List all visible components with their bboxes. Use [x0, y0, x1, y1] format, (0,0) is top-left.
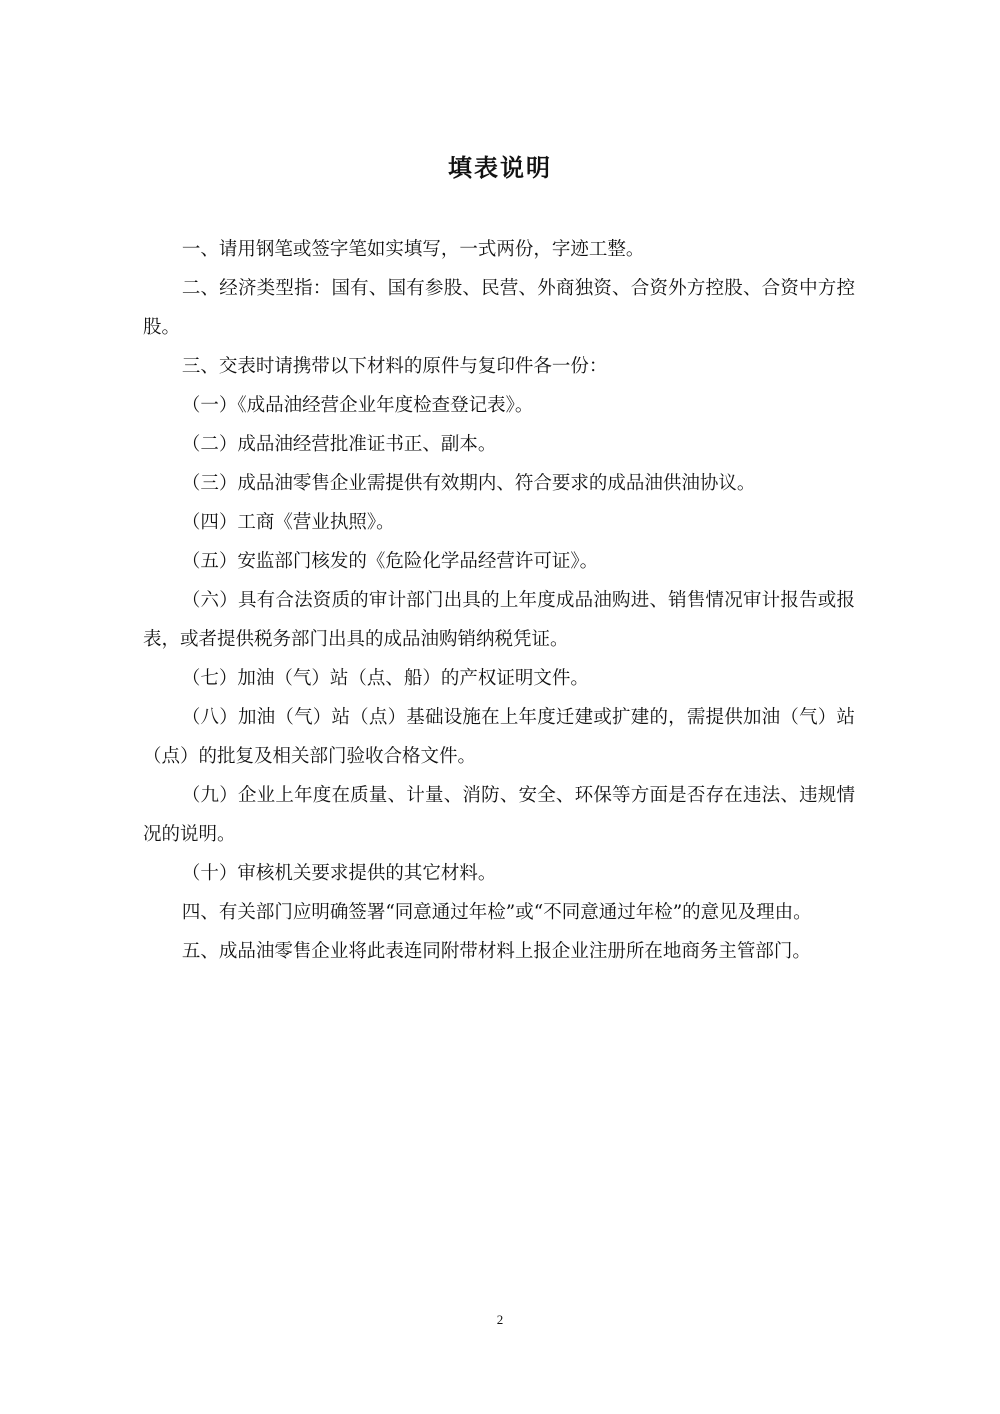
material-item-6: （六）具有合法资质的审计部门出具的上年度成品油购进、销售情况审计报告或报表，或者提供税务部门出具的成品油购销纳税凭证。: [143, 590, 855, 650]
material-item-1: （一）《成品油经营企业年度检查登记表》。: [181, 395, 534, 416]
page-number: 2: [496, 1312, 504, 1327]
page-title: 填表说明: [448, 153, 552, 182]
material-item-5: （五）安监部门核发的《危险化学品经营许可证》。: [181, 551, 599, 572]
material-item-3: （三）成品油零售企业需提供有效期内、符合要求的成品油供油协议。: [181, 473, 756, 494]
material-item-9: （九）企业上年度在质量、计量、消防、安全、环保等方面是否存在违法、违规情况的说明。: [143, 785, 855, 845]
material-item-10: （十）审核机关要求提供的其它材料。: [181, 863, 497, 884]
instruction-paragraph-3: 三、交表时请携带以下材料的原件与复印件各一份：: [181, 356, 608, 377]
instruction-paragraph-4: 四、有关部门应明确签署“同意通过年检”或“不同意通过年检”的意见及理由。: [181, 902, 812, 923]
instructions-body: [143, 230, 855, 971]
material-item-2: （二）成品油经营批准证书正、副本。: [181, 434, 497, 455]
material-item-8: （八）加油（气）站（点）基础设施在上年度迁建或扩建的，需提供加油（气）站（点）的批复及相关部门验收合格文件。: [143, 707, 855, 767]
material-item-7: （七）加油（气）站（点、船）的产权证明文件。: [181, 668, 589, 689]
material-item-4: （四）工商《营业执照》。: [181, 512, 395, 533]
instruction-paragraph-5: 五、成品油零售企业将此表连同附带材料上报企业注册所在地商务主管部门。: [181, 941, 811, 962]
instruction-paragraph-1: 一、请用钢笔或签字笔如实填写，一式两份，字迹工整。: [181, 239, 645, 260]
instruction-paragraph-2: 二、经济类型指：国有、国有参股、民营、外商独资、合资外方控股、合资中方控股。: [143, 278, 855, 338]
